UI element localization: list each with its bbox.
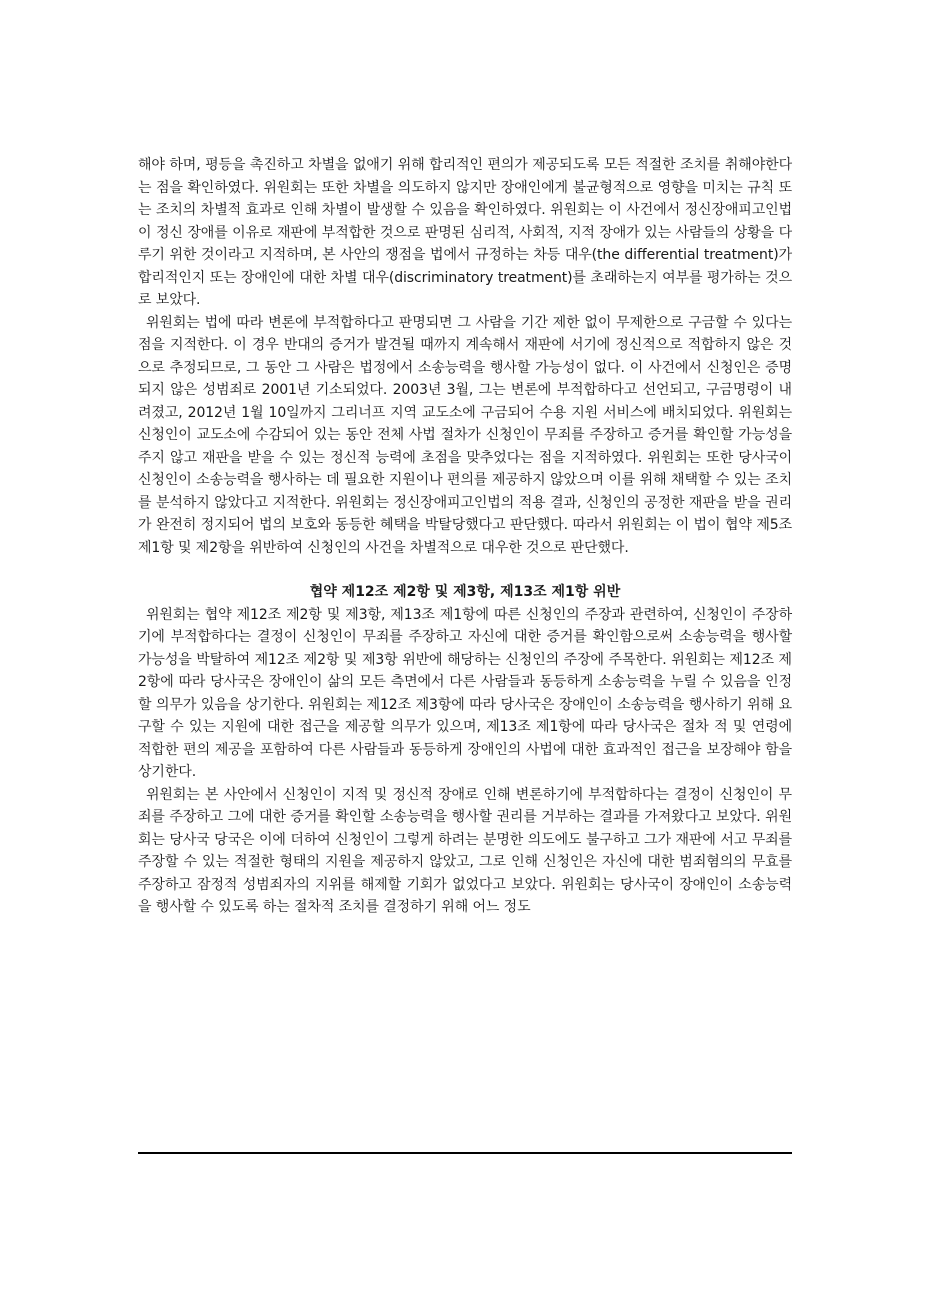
page-bottom-rule [138, 1152, 792, 1154]
body-paragraph: 위원회는 본 사안에서 신청인이 지적 및 정신적 장애로 인해 변론하기에 부적합하다는 결정이 신청인이 무죄를 주장하고 그에 대한 증거를 확인할 소송능력을 행사할 권리를 거부하는 결과를 가져왔다고 보았다. 위원회는 당사국 당국은 이에 더하여 신청인이 그렇게 하려는 분명한 의도에도 불구하고 그가 재판에 서고 무죄를 주장할 수 있는 적절한 형태의 지원을 제공하지 않았고, 그로 인해 신청인은 자신에 대한 범죄혐의의 무효를 주장하고 잠정적 성범죄자의 지위를 해제할 기회가 없었다고 보았다. 위원회는 당사국이 장애인이 소송능력을 행사할 수 있도록 하는 절차적 조치를 결정하기 위해 어느 정도 [138, 786, 792, 915]
section-heading: 협약 제12조 제2항 및 제3항, 제13조 제1항 위반 [309, 584, 621, 600]
body-paragraph: 해야 하며, 평등을 촉진하고 차별을 없애기 위해 합리적인 편의가 제공되도록 모든 적절한 조치를 취해야한다는 점을 확인하였다. 위원회는 또한 차별을 의도하지 않지만 장애인에게 불균형적으로 영향을 미치는 규칙 또는 조치의 차별적 효과로 인해 차별이 발생할 수 있음을 확인하였다. 위원회는 이 사건에서 정신장애피고인법이 정신 장애를 이유로 재판에 부적합한 것으로 판명된 심리적, 사회적, 지적 장애가 있는 사람들의 상황을 다루기 위한 것이라고 지적하며, 본 사안의 쟁점을 법에서 규정하는 차등 대우(the differential treatment)가 합리적인지 또는 장애인에 대한 차별 대우(discriminatory treatment)를 초래하는지 여부를 평가하는 것으로 보았다. [138, 157, 792, 308]
body-paragraph: 위원회는 협약 제12조 제2항 및 제3항, 제13조 제1항에 따른 신청인의 주장과 관련하여, 신청인이 주장하기에 부적합하다는 결정이 신청인이 무죄를 주장하고 자신에 대한 증거를 확인함으로써 소송능력을 행사할 가능성을 박탈하여 제12조 제2항 및 제3항 위반에 해당하는 신청인의 주장에 주목한다. 위원회는 제12조 제2항에 따라 당사국은 장애인이 삶의 모든 측면에서 다른 사람들과 동등하게 소송능력을 누릴 수 있음을 인정할 의무가 있음을 상기한다. 위원회는 제12조 제3항에 따라 당사국은 장애인이 소송능력을 행사하기 위해 요구할 수 있는 지원에 대한 접근을 제공할 의무가 있으며, 제13조 제1항에 따라 당사국은 절차 적 및 연령에 적합한 편의 제공을 포함하여 다른 사람들과 동등하게 장애인의 사법에 대한 효과적인 접근을 보장해야 함을 상기한다. [138, 606, 792, 780]
document-page [138, 154, 792, 919]
section-spacer [138, 559, 792, 581]
body-paragraph: 위원회는 법에 따라 변론에 부적합하다고 판명되면 그 사람을 기간 제한 없이 무제한으로 구금할 수 있다는 점을 지적한다. 이 경우 반대의 증거가 발견될 때까지 계속해서 재판에 서기에 정신적으로 적합하지 않은 것으로 추정되므로, 그 동안 그 사람은 법정에서 소송능력을 행사할 가능성이 없다. 이 사건에서 신청인은 증명되지 않은 성범죄로 2001년 기소되었다. 2003년 3월, 그는 변론에 부적합하다고 선언되고, 구금명령이 내려졌고, 2012년 1월 10일까지 그리너프 지역 교도소에 구금되어 수용 지원 서비스에 배치되었다. 위원회는 신청인이 교도소에 수감되어 있는 동안 전체 사법 절차가 신청인이 무죄를 주장하고 증거를 확인할 가능성을 주지 않고 재판을 받을 수 있는 정신적 능력에 초점을 맞추었다는 점을 지적하였다. 위원회는 또한 당사국이 신청인이 소송능력을 행사하는 데 필요한 지원이나 편의를 제공하지 않았으며 이를 위해 채택할 수 있는 조치를 분석하지 않았다고 지적한다. 위원회는 정신장애피고인법의 적용 결과, 신청인의 공정한 재판을 받을 권리가 완전히 정지되어 법의 보호와 동등한 혜택을 박탈당했다고 판단했다. 따라서 위원회는 이 법이 협약 제5조 제1항 및 제2항을 위반하여 신청인의 사건을 차별적으로 대우한 것으로 판단했다. [138, 314, 792, 556]
